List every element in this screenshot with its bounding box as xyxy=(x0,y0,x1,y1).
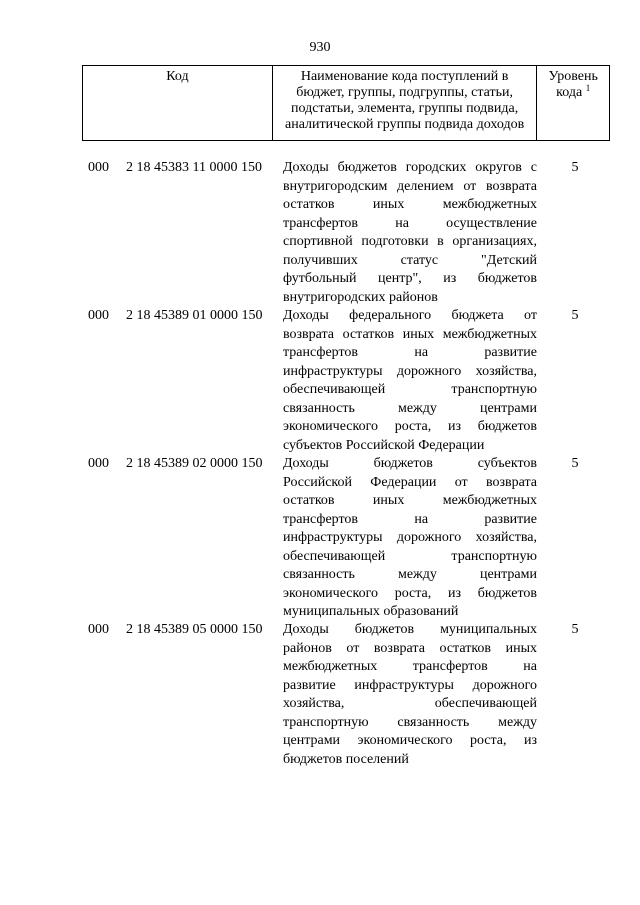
name-line: межбюджетных трансфертов на xyxy=(283,659,537,674)
name-line: трансфертов на осуществление xyxy=(283,215,537,231)
name-line: муниципальных образований xyxy=(283,604,459,619)
name-line: инфраструктуры дорожного хозяйства, xyxy=(283,363,537,379)
name-line: субъектов Российской Федерации xyxy=(283,437,485,453)
name-line: связанность между центрами xyxy=(283,567,537,582)
level-value: 5 xyxy=(571,308,579,323)
name-line: остатков иных межбюджетных xyxy=(283,197,537,212)
name-line: Российской Федерации от возврата xyxy=(283,474,537,490)
name-line: обеспечивающей транспортную xyxy=(283,548,537,564)
header-name-cell xyxy=(272,66,537,141)
name-line: районов от возврата остатков иных xyxy=(283,640,537,656)
name-line: Доходы бюджетов муниципальных xyxy=(283,622,537,637)
budget-code: 2 18 45389 01 0000 150 xyxy=(126,308,263,323)
budget-code: 2 18 45389 05 0000 150 xyxy=(126,622,263,637)
header-name-line: Наименование кода поступлений в xyxy=(300,69,509,84)
name-line: инфраструктуры дорожного хозяйства, xyxy=(283,530,537,545)
name-line: центрами экономического роста, из xyxy=(283,733,537,748)
budget-code: 2 18 45389 02 0000 150 xyxy=(126,456,263,471)
table-row-name xyxy=(283,159,537,307)
name-line: хозяйства, обеспечивающей xyxy=(283,696,537,711)
name-line: связанность между центрами xyxy=(283,400,537,416)
table-row-code xyxy=(88,455,263,473)
name-line: бюджетов поселений xyxy=(283,751,409,767)
level-value: 5 xyxy=(571,622,579,637)
name-line: получивших статус "Детский xyxy=(283,252,537,268)
table-row-code xyxy=(88,159,262,177)
header-code-label: Код xyxy=(166,69,189,84)
footnote-marker: 1 xyxy=(585,83,591,93)
table-row-name xyxy=(283,307,537,455)
name-line: обеспечивающей транспортную xyxy=(283,382,537,397)
name-line: остатков иных межбюджетных xyxy=(283,493,537,508)
page-number: 930 xyxy=(309,40,331,55)
name-line: трансфертов на развитие xyxy=(283,511,537,527)
budget-code: 2 18 45383 11 0000 150 xyxy=(126,160,262,175)
header-name-line: подстатьи, элемента, группы подвида, xyxy=(291,101,519,116)
name-line: Доходы бюджетов субъектов xyxy=(283,456,537,471)
header-level-label: кода xyxy=(556,85,583,100)
table-header xyxy=(82,65,610,141)
header-level-line: Уровень xyxy=(548,69,598,84)
name-line: внутригородским делением от возврата xyxy=(283,178,537,194)
admin-code: 000 xyxy=(88,160,109,175)
header-name-line: аналитической группы подвида доходов xyxy=(285,117,525,132)
name-line: возврата остатков иных межбюджетных xyxy=(283,326,537,342)
table-row-code xyxy=(88,307,263,325)
level-value: 5 xyxy=(571,456,579,471)
name-line: трансфертов на развитие xyxy=(283,345,537,360)
name-line: Доходы бюджетов городских округов с xyxy=(283,160,537,175)
table-row-code xyxy=(88,621,263,639)
name-line: развитие инфраструктуры дорожного xyxy=(283,677,537,693)
header-level-cell xyxy=(537,66,610,141)
header-code-cell xyxy=(83,66,273,141)
name-line: экономического роста, из бюджетов xyxy=(283,419,537,434)
header-level-line xyxy=(537,85,609,101)
level-value: 5 xyxy=(571,160,579,175)
table-row-name xyxy=(283,621,537,769)
name-line: экономического роста, из бюджетов xyxy=(283,585,537,601)
name-line: транспортную связанность между xyxy=(283,714,537,730)
table-row-name xyxy=(283,455,537,622)
name-line: Доходы федерального бюджета от xyxy=(283,308,537,323)
name-line: спортивной подготовки в организациях, xyxy=(283,234,537,249)
name-line: футбольный центр", из бюджетов xyxy=(283,271,537,286)
name-line: внутригородских районов xyxy=(283,289,438,305)
admin-code: 000 xyxy=(88,308,109,323)
header-name-line: бюджет, группы, подгруппы, статьи, xyxy=(296,85,513,100)
admin-code: 000 xyxy=(88,456,109,471)
admin-code: 000 xyxy=(88,622,109,637)
